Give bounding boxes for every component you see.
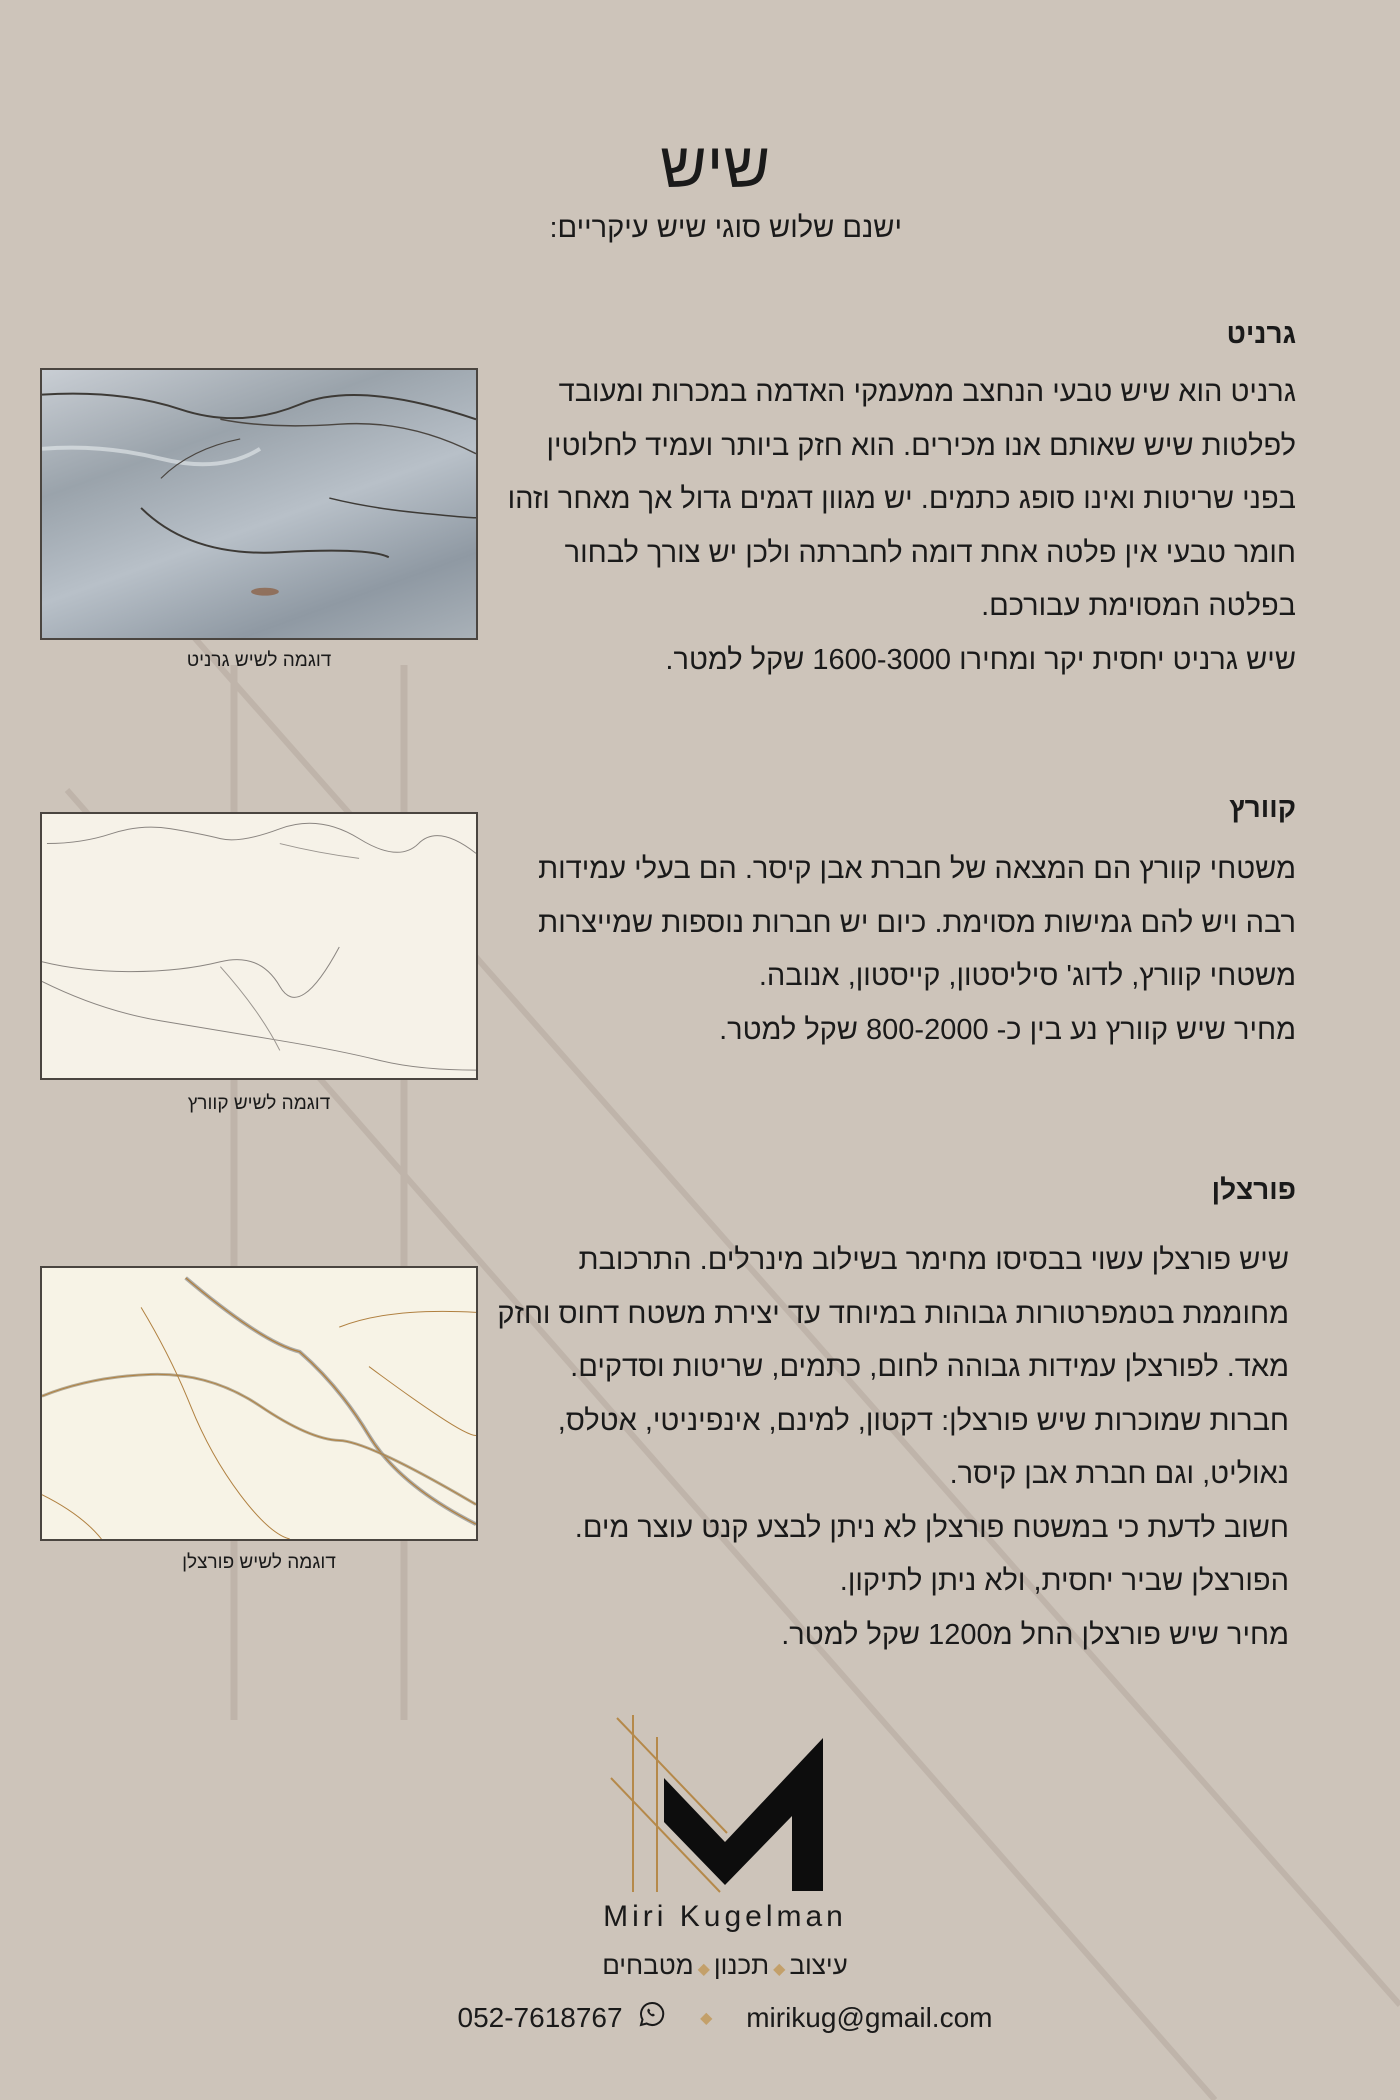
porcelain-caption: דוגמה לשיש פורצלן [182,1552,336,1573]
body-line: נאוליט, וגם חברת אבן קיסר. [949,1458,1289,1490]
tagline [0,1950,1400,1981]
email-link[interactable]: mirikug@gmail.com [746,2001,993,2033]
phone-number[interactable]: 052-7618767 [457,2001,623,2033]
quartz-caption: דוגמה לשיש קוורץ [187,1093,331,1114]
body-line: מאד. לפורצלן עמידות גבוהה לחום, כתמים, שריטות וסדקים. [570,1351,1289,1383]
body-line: משטחי קוורץ, לדוג' סיליסטון, קייסטון, אנובה. [758,960,1296,992]
diamond-icon: ◆ [773,1961,786,1978]
porcelain-sample-image [40,1266,478,1541]
section-heading-granite: גרניט [1226,318,1296,349]
body-line: משטחי קוורץ הם המצאה של חברת אבן קיסר. הם בעלי עמידות [538,853,1296,885]
body-line: שיש גרניט יחסית יקר ומחירו 1600-3000 שקל למטר. [665,643,1296,676]
tagline-item: תכנון [713,1950,770,1980]
section-heading-quartz: קוורץ [1229,792,1296,823]
granite-sample-image [40,368,478,640]
granite-caption: דוגמה לשיש גרניט [186,650,332,671]
body-line: חומר טבעי אין פלטה אחת דומה לחברתה ולכן יש צורך לבחור [564,536,1296,569]
body-line: מחוממת בטמפרטורות גבוהות במיוחד עד יצירת משטח דחוס וחזק [497,1297,1289,1330]
diamond-icon: ◆ [697,1961,710,1978]
page-title: שיש [659,129,771,201]
body-line: חשוב לדעת כי במשטח פורצלן לא ניתן לבצע קנט עוצר מים. [574,1511,1289,1544]
body-line: מחיר שיש פורצלן החל מ1200 שקל למטר. [781,1618,1289,1651]
whatsapp-icon[interactable] [638,2000,666,2035]
tagline-item: מטבחים [602,1950,694,1980]
body-line: לפלטות שיש שאותם אנו מכירים. הוא חזק ביותר ועמיד לחלוטין [546,429,1296,462]
quartz-sample-image [40,812,478,1080]
section-body-porcelain [489,1234,1289,1662]
section-body-granite [496,366,1296,687]
body-line: גרניט הוא שיש טבעי הנחצב ממעמקי האדמה במכרות ומעובד [558,376,1296,408]
body-line: רבה ויש להם גמישות מסוימת. כיום יש חברות נוספות שמייצרות [538,906,1296,939]
logo-name: Miri Kugelman [603,1900,847,1933]
body-line: חברות שמוכרות שיש פורצלן: דקטון, למינם, אינפיניטי, אטלס, [557,1404,1289,1437]
tagline-item: עיצוב [789,1950,848,1980]
body-line: הפורצלן שביר יחסית, ולא ניתן לתיקון. [839,1565,1289,1597]
page-subtitle: ישנם שלוש סוגי שיש עיקריים: [549,212,902,244]
body-line: שיש פורצלן עשוי בבסיסו מחימר בשילוב מינרלים. התרכובת [578,1244,1289,1276]
section-heading-porcelain: פורצלן [1211,1174,1296,1205]
body-line: בפני שריטות ואינו סופג כתמים. יש מגוון דגמים גדול אך מאחר וזהו [507,483,1296,515]
section-body-quartz [496,843,1296,1057]
diamond-icon: ◆ [700,2009,713,2027]
contact-line [0,2000,1400,2035]
body-line: מחיר שיש קוורץ נע בין כ- 800-2000 שקל למטר. [719,1013,1296,1046]
body-line: בפלטה המסוימת עבורכם. [981,590,1296,622]
